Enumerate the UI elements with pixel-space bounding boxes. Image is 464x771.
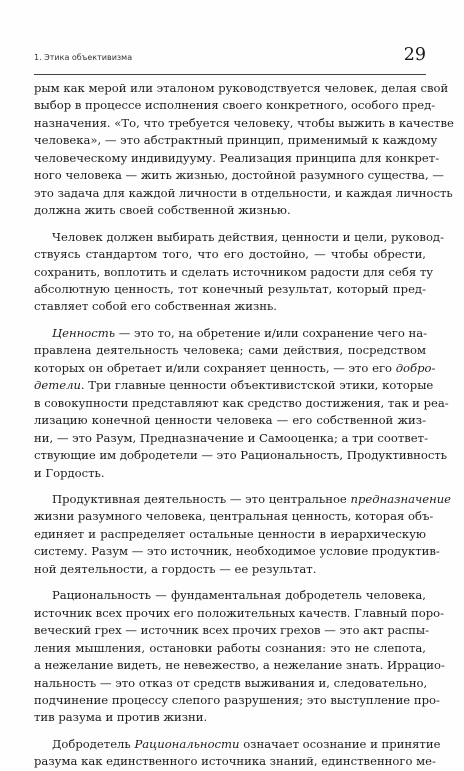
text-line <box>34 229 444 246</box>
text-line <box>34 395 449 412</box>
italic-text: предназначение <box>350 491 452 506</box>
text-run: Человек должен выбирать действия, ценности и цели, руковод- <box>52 229 444 244</box>
text-line <box>34 526 426 543</box>
text-run: а нежелание видеть, не невежество, а нежелание знать. Иррацио- <box>34 658 445 673</box>
text-run: жизни разумного человека, центральная ценность, которая объ- <box>34 509 434 524</box>
body-text <box>34 80 454 771</box>
text-run: ной деятельности, а гордость — ее результат. <box>34 561 317 576</box>
text-run: ставляет собой его собственная жизнь. <box>34 299 277 314</box>
text-run: ствующие им добродетели — это Рациональность, Продуктивность <box>34 448 448 463</box>
text-line <box>34 753 436 770</box>
text-line <box>34 360 436 377</box>
text-run: тив разума и против жизни. <box>34 710 208 725</box>
text-line <box>34 640 426 657</box>
text-line <box>34 298 426 315</box>
text-run: Продуктивная деятельность — это центральное <box>52 491 351 506</box>
text-run: ного человека — жить жизнью, достойной разумного существа, — <box>34 168 444 183</box>
text-run: которых он обретает и/или сохраняет ценность, — это его <box>34 360 396 375</box>
text-run: человеческому индивидууму. Реализация принципа для конкрет- <box>34 150 440 165</box>
italic-text: детели <box>34 378 81 393</box>
paragraph <box>34 736 441 771</box>
text-run: в совокупности представляют как средство достижения, так и реа- <box>34 395 449 410</box>
running-header <box>34 38 426 75</box>
text-run: нальность — это отказ от средств выживания и, следовательно, <box>34 675 428 690</box>
italic-text: добро- <box>395 360 436 375</box>
paragraph <box>34 229 444 316</box>
text-run: должна жить своей собственной жизнью. <box>34 203 291 218</box>
text-line <box>34 543 440 560</box>
text-line <box>34 132 438 149</box>
text-line <box>34 736 441 753</box>
text-line <box>34 561 426 578</box>
italic-text: Ценность <box>52 325 116 340</box>
text-run: систему. Разум — это источник, необходимое условие продуктив- <box>34 544 440 559</box>
text-run: рым как мерой или эталоном руководствуется человек, делая свой <box>34 81 449 95</box>
text-run: разума как единственного источника знаний, единственного ме- <box>34 754 436 769</box>
text-run: ления мышления, остановки работы сознания: это не слепота, <box>34 640 426 655</box>
text-run: единяет и распределяет остальные ценности в иерархическую <box>34 526 426 541</box>
text-line <box>34 709 426 726</box>
text-run: выбор в процессе исполнения своего конкретного, особого пред- <box>34 98 436 113</box>
text-run: лизацию конечной ценности человека — его собственной жиз- <box>34 413 426 428</box>
text-line <box>34 657 445 674</box>
text-line <box>34 412 426 429</box>
text-run: это задача для каждой личности в отдельности, и каждая личность <box>34 185 453 200</box>
text-line <box>34 605 445 622</box>
text-run: ни, — это Разум, Предназначение и Самооценка; а три соответ- <box>34 430 428 445</box>
paragraph <box>34 587 445 727</box>
text-line <box>34 150 440 167</box>
text-line <box>34 692 440 709</box>
text-line <box>34 325 426 342</box>
page-number: 29 <box>403 45 426 65</box>
text-line <box>34 342 426 359</box>
text-run: правлена деятельность человека; сами действия, посредством <box>34 343 426 358</box>
chapter-title: 1. Этика объективизма <box>34 53 133 62</box>
text-run: человека», — это абстрактный принцип, применимый к каждому <box>34 133 438 148</box>
text-run: означает осознание и принятие <box>239 736 441 751</box>
paragraph <box>34 80 454 220</box>
text-run: абсолютную ценность, тот конечный результат, который пред- <box>34 281 426 296</box>
text-line <box>34 80 449 97</box>
text-line <box>34 167 444 184</box>
text-run: Рациональность — фундаментальная добродетель человека, <box>52 588 426 603</box>
text-line <box>34 508 434 525</box>
text-line <box>34 430 426 447</box>
text-line <box>34 264 434 281</box>
text-line <box>34 185 453 202</box>
text-line <box>34 465 426 482</box>
text-run: Добродетель <box>52 736 135 751</box>
text-line <box>34 377 434 394</box>
text-line <box>34 202 426 219</box>
text-line <box>34 281 426 298</box>
text-run: и Гордость. <box>34 465 105 480</box>
text-line <box>34 246 426 263</box>
text-run: назначения. «То, что требуется человеку, чтобы выжить в качестве <box>34 115 454 130</box>
text-run: . Три главные ценности объективистской этики, которые <box>80 378 434 393</box>
text-line <box>34 587 426 604</box>
text-run: подчинение процессу слепого разрушения; это выступление про- <box>34 692 440 707</box>
text-line <box>34 447 448 464</box>
text-run: веческий грех — источник всех прочих грехов — это акт распы- <box>34 623 430 638</box>
text-line <box>34 675 426 692</box>
text-run: сохранить, воплотить и сделать источником радости для себя ту <box>34 264 434 279</box>
text-run: — это то, на обретение и/или сохранение чего на- <box>115 325 428 340</box>
text-run: источник всех прочих его положительных качеств. Главный поро- <box>34 605 445 620</box>
paragraph <box>34 491 452 578</box>
paragraph <box>34 325 449 482</box>
text-line <box>34 491 452 508</box>
text-line <box>34 115 454 132</box>
text-line <box>34 622 430 639</box>
italic-text: Рациональности <box>134 736 240 751</box>
text-run: ствуясь стандартом того, что его достойно, — чтобы обрести, <box>34 247 426 262</box>
text-line <box>34 97 436 114</box>
